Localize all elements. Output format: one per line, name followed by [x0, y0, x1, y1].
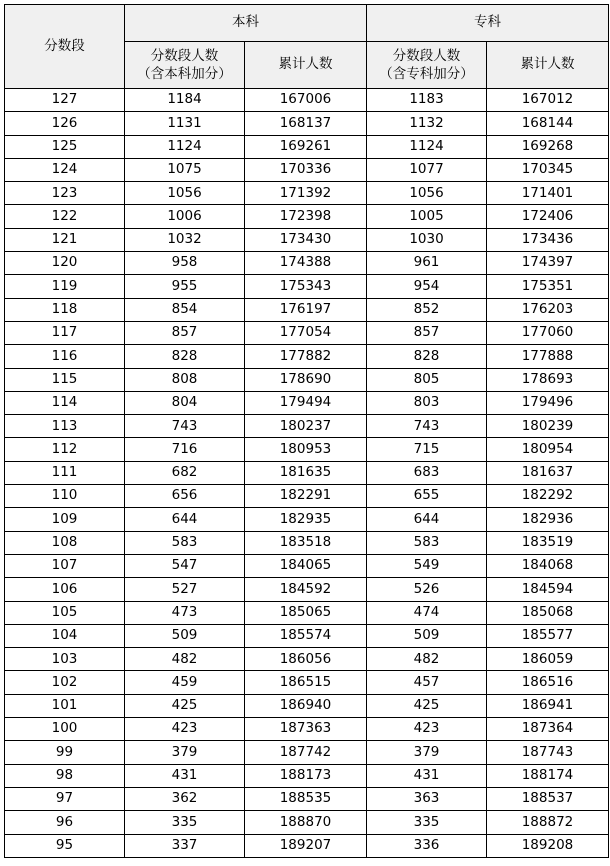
benke-count-cell: 1124 [125, 135, 245, 158]
table-row [5, 345, 609, 368]
score-cell: 126 [5, 112, 125, 135]
benke-count-cell: 459 [125, 671, 245, 694]
benke-cumulative-cell: 187363 [245, 718, 367, 741]
zhuanke-cumulative-cell: 182936 [487, 508, 609, 531]
benke-count-cell: 425 [125, 694, 245, 717]
benke-cumulative-cell: 173430 [245, 228, 367, 251]
zhuanke-cumulative-cell: 169268 [487, 135, 609, 158]
benke-cumulative-cell: 172398 [245, 205, 367, 228]
score-cell: 112 [5, 438, 125, 461]
zhuanke-count-cell: 954 [367, 275, 487, 298]
zhuanke-count-cell: 336 [367, 834, 487, 857]
zhuanke-count-cell: 1005 [367, 205, 487, 228]
table-row [5, 321, 609, 344]
score-cell: 103 [5, 648, 125, 671]
score-cell: 125 [5, 135, 125, 158]
zhuanke-cumulative-cell: 185577 [487, 624, 609, 647]
score-cell: 101 [5, 694, 125, 717]
score-cell: 116 [5, 345, 125, 368]
score-cell: 99 [5, 741, 125, 764]
benke-cumulative-cell: 169261 [245, 135, 367, 158]
zhuanke-cumulative-cell: 189208 [487, 834, 609, 857]
zhuanke-cumulative-cell: 176203 [487, 298, 609, 321]
benke-cumulative-cell: 188173 [245, 764, 367, 787]
benke-cumulative-cell: 177882 [245, 345, 367, 368]
zhuanke-count-cell: 805 [367, 368, 487, 391]
benke-cumulative-cell: 171392 [245, 182, 367, 205]
header-zhuanke-count-label: 分数段人数 [392, 47, 461, 64]
table-row [5, 112, 609, 135]
score-cell: 108 [5, 531, 125, 554]
zhuanke-cumulative-cell: 188872 [487, 811, 609, 834]
zhuanke-cumulative-cell: 170345 [487, 158, 609, 181]
benke-cumulative-cell: 176197 [245, 298, 367, 321]
zhuanke-count-cell: 644 [367, 508, 487, 531]
benke-count-cell: 1184 [125, 89, 245, 112]
zhuanke-count-cell: 1124 [367, 135, 487, 158]
score-cell: 109 [5, 508, 125, 531]
score-cell: 97 [5, 787, 125, 810]
zhuanke-cumulative-cell: 167012 [487, 89, 609, 112]
score-cell: 105 [5, 601, 125, 624]
benke-cumulative-cell: 189207 [245, 834, 367, 857]
score-cell: 121 [5, 228, 125, 251]
zhuanke-count-cell: 363 [367, 787, 487, 810]
header-group-zhuanke: 专科 [367, 5, 609, 42]
header-group-benke: 本科 [125, 5, 367, 42]
table-row [5, 135, 609, 158]
score-cell: 100 [5, 718, 125, 741]
table-body [5, 89, 609, 858]
zhuanke-count-cell: 431 [367, 764, 487, 787]
benke-cumulative-cell: 178690 [245, 368, 367, 391]
benke-count-cell: 1131 [125, 112, 245, 135]
benke-count-cell: 1032 [125, 228, 245, 251]
benke-cumulative-cell: 188870 [245, 811, 367, 834]
table-row [5, 508, 609, 531]
zhuanke-count-cell: 457 [367, 671, 487, 694]
score-cell: 120 [5, 252, 125, 275]
benke-count-cell: 828 [125, 345, 245, 368]
score-cell: 117 [5, 321, 125, 344]
benke-count-cell: 431 [125, 764, 245, 787]
table-row [5, 228, 609, 251]
table-row [5, 764, 609, 787]
benke-cumulative-cell: 184592 [245, 578, 367, 601]
benke-count-cell: 804 [125, 391, 245, 414]
benke-cumulative-cell: 187742 [245, 741, 367, 764]
table-row [5, 182, 609, 205]
benke-cumulative-cell: 180237 [245, 415, 367, 438]
score-cell: 98 [5, 764, 125, 787]
score-cell: 110 [5, 485, 125, 508]
benke-count-cell: 337 [125, 834, 245, 857]
benke-cumulative-cell: 168137 [245, 112, 367, 135]
zhuanke-count-cell: 482 [367, 648, 487, 671]
zhuanke-count-cell: 379 [367, 741, 487, 764]
zhuanke-cumulative-cell: 186059 [487, 648, 609, 671]
score-cell: 102 [5, 671, 125, 694]
zhuanke-count-cell: 335 [367, 811, 487, 834]
zhuanke-count-cell: 715 [367, 438, 487, 461]
benke-count-cell: 362 [125, 787, 245, 810]
table-row [5, 461, 609, 484]
benke-count-cell: 682 [125, 461, 245, 484]
benke-cumulative-cell: 177054 [245, 321, 367, 344]
score-cell: 113 [5, 415, 125, 438]
score-distribution-table-wrapper [4, 4, 609, 858]
benke-count-cell: 423 [125, 718, 245, 741]
benke-cumulative-cell: 185065 [245, 601, 367, 624]
benke-cumulative-cell: 185574 [245, 624, 367, 647]
zhuanke-count-cell: 683 [367, 461, 487, 484]
zhuanke-count-cell: 423 [367, 718, 487, 741]
score-cell: 96 [5, 811, 125, 834]
table-row [5, 671, 609, 694]
zhuanke-cumulative-cell: 171401 [487, 182, 609, 205]
zhuanke-cumulative-cell: 173436 [487, 228, 609, 251]
benke-count-cell: 379 [125, 741, 245, 764]
header-benke-count-label: 分数段人数 [150, 47, 219, 64]
table-row [5, 298, 609, 321]
benke-count-cell: 955 [125, 275, 245, 298]
table-row [5, 438, 609, 461]
zhuanke-cumulative-cell: 188174 [487, 764, 609, 787]
score-distribution-table [4, 4, 609, 858]
header-zhuanke-count-note: （含专科加分） [379, 66, 474, 82]
benke-cumulative-cell: 179494 [245, 391, 367, 414]
zhuanke-cumulative-cell: 177888 [487, 345, 609, 368]
benke-cumulative-cell: 182291 [245, 485, 367, 508]
header-benke-count [125, 42, 245, 89]
zhuanke-count-cell: 425 [367, 694, 487, 717]
zhuanke-count-cell: 857 [367, 321, 487, 344]
zhuanke-cumulative-cell: 183519 [487, 531, 609, 554]
benke-cumulative-cell: 184065 [245, 554, 367, 577]
benke-cumulative-cell: 186515 [245, 671, 367, 694]
benke-cumulative-cell: 181635 [245, 461, 367, 484]
score-cell: 106 [5, 578, 125, 601]
header-zhuanke-cumulative: 累计人数 [487, 42, 609, 89]
table-row [5, 718, 609, 741]
zhuanke-cumulative-cell: 184068 [487, 554, 609, 577]
zhuanke-cumulative-cell: 179496 [487, 391, 609, 414]
table-row [5, 391, 609, 414]
zhuanke-cumulative-cell: 180239 [487, 415, 609, 438]
score-cell: 118 [5, 298, 125, 321]
zhuanke-cumulative-cell: 181637 [487, 461, 609, 484]
score-cell: 107 [5, 554, 125, 577]
table-row [5, 811, 609, 834]
header-benke-count-note: （含本科加分） [137, 66, 232, 82]
benke-count-cell: 509 [125, 624, 245, 647]
benke-count-cell: 644 [125, 508, 245, 531]
zhuanke-cumulative-cell: 172406 [487, 205, 609, 228]
zhuanke-cumulative-cell: 185068 [487, 601, 609, 624]
table-row [5, 368, 609, 391]
benke-cumulative-cell: 182935 [245, 508, 367, 531]
score-cell: 123 [5, 182, 125, 205]
benke-count-cell: 482 [125, 648, 245, 671]
zhuanke-count-cell: 1030 [367, 228, 487, 251]
zhuanke-count-cell: 1077 [367, 158, 487, 181]
benke-count-cell: 473 [125, 601, 245, 624]
benke-count-cell: 716 [125, 438, 245, 461]
benke-count-cell: 1006 [125, 205, 245, 228]
zhuanke-count-cell: 1056 [367, 182, 487, 205]
zhuanke-count-cell: 509 [367, 624, 487, 647]
zhuanke-cumulative-cell: 178693 [487, 368, 609, 391]
table-row [5, 834, 609, 857]
benke-cumulative-cell: 167006 [245, 89, 367, 112]
benke-count-cell: 958 [125, 252, 245, 275]
zhuanke-count-cell: 852 [367, 298, 487, 321]
table-row [5, 648, 609, 671]
benke-count-cell: 854 [125, 298, 245, 321]
zhuanke-count-cell: 1132 [367, 112, 487, 135]
zhuanke-cumulative-cell: 174397 [487, 252, 609, 275]
header-zhuanke-count [367, 42, 487, 89]
zhuanke-cumulative-cell: 187364 [487, 718, 609, 741]
benke-count-cell: 1056 [125, 182, 245, 205]
zhuanke-cumulative-cell: 168144 [487, 112, 609, 135]
benke-count-cell: 527 [125, 578, 245, 601]
score-cell: 115 [5, 368, 125, 391]
zhuanke-count-cell: 655 [367, 485, 487, 508]
benke-count-cell: 583 [125, 531, 245, 554]
zhuanke-cumulative-cell: 186516 [487, 671, 609, 694]
zhuanke-count-cell: 474 [367, 601, 487, 624]
benke-count-cell: 743 [125, 415, 245, 438]
benke-count-cell: 656 [125, 485, 245, 508]
score-cell: 127 [5, 89, 125, 112]
zhuanke-cumulative-cell: 184594 [487, 578, 609, 601]
zhuanke-count-cell: 549 [367, 554, 487, 577]
zhuanke-count-cell: 583 [367, 531, 487, 554]
benke-cumulative-cell: 175343 [245, 275, 367, 298]
benke-count-cell: 335 [125, 811, 245, 834]
table-row [5, 624, 609, 647]
table-row [5, 415, 609, 438]
score-cell: 95 [5, 834, 125, 857]
zhuanke-count-cell: 828 [367, 345, 487, 368]
table-row [5, 554, 609, 577]
zhuanke-count-cell: 961 [367, 252, 487, 275]
table-row [5, 578, 609, 601]
score-cell: 114 [5, 391, 125, 414]
benke-count-cell: 808 [125, 368, 245, 391]
zhuanke-count-cell: 1183 [367, 89, 487, 112]
zhuanke-cumulative-cell: 188537 [487, 787, 609, 810]
table-row [5, 694, 609, 717]
zhuanke-cumulative-cell: 177060 [487, 321, 609, 344]
benke-count-cell: 1075 [125, 158, 245, 181]
zhuanke-cumulative-cell: 186941 [487, 694, 609, 717]
score-cell: 104 [5, 624, 125, 647]
benke-count-cell: 547 [125, 554, 245, 577]
header-row-groups [5, 5, 609, 42]
table-row [5, 275, 609, 298]
benke-cumulative-cell: 188535 [245, 787, 367, 810]
benke-cumulative-cell: 174388 [245, 252, 367, 275]
table-row [5, 89, 609, 112]
zhuanke-cumulative-cell: 182292 [487, 485, 609, 508]
score-cell: 124 [5, 158, 125, 181]
table-row [5, 741, 609, 764]
benke-cumulative-cell: 180953 [245, 438, 367, 461]
benke-cumulative-cell: 186056 [245, 648, 367, 671]
benke-cumulative-cell: 183518 [245, 531, 367, 554]
zhuanke-count-cell: 803 [367, 391, 487, 414]
header-benke-cumulative: 累计人数 [245, 42, 367, 89]
zhuanke-cumulative-cell: 180954 [487, 438, 609, 461]
zhuanke-count-cell: 743 [367, 415, 487, 438]
table-row [5, 252, 609, 275]
benke-count-cell: 857 [125, 321, 245, 344]
benke-cumulative-cell: 170336 [245, 158, 367, 181]
score-cell: 111 [5, 461, 125, 484]
score-cell: 122 [5, 205, 125, 228]
score-cell: 119 [5, 275, 125, 298]
header-score-range: 分数段 [5, 5, 125, 89]
table-row [5, 158, 609, 181]
table-row [5, 485, 609, 508]
table-row [5, 531, 609, 554]
zhuanke-cumulative-cell: 187743 [487, 741, 609, 764]
table-row [5, 601, 609, 624]
table-row [5, 787, 609, 810]
zhuanke-count-cell: 526 [367, 578, 487, 601]
zhuanke-cumulative-cell: 175351 [487, 275, 609, 298]
benke-cumulative-cell: 186940 [245, 694, 367, 717]
table-row [5, 205, 609, 228]
